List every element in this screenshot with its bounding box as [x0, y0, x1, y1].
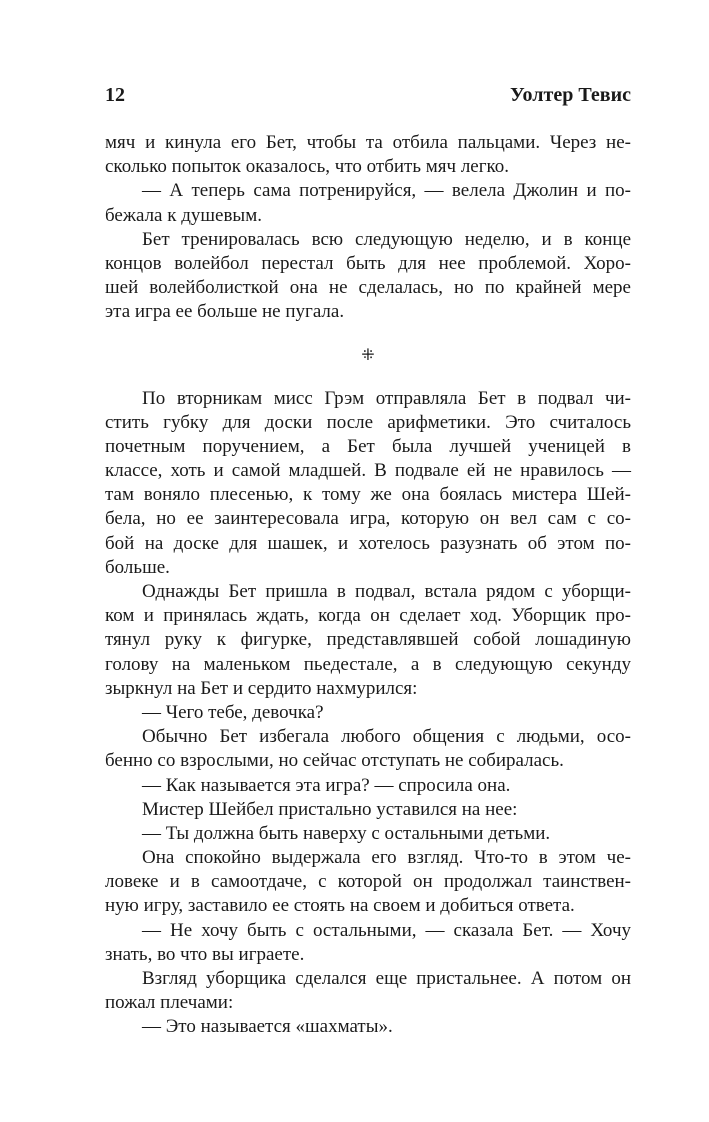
- text-line: Обычно Бет избегала любого общения с людьми, осо-: [142, 726, 631, 748]
- text-line: бела, но ее заинтересовала игра, которую он вел сам с со-: [105, 508, 631, 530]
- text-line: ком и принялась ждать, когда он сделает ход. Уборщик про-: [105, 605, 631, 627]
- text-line: почетным поручением, а Бет была лучшей ученицей в: [105, 435, 631, 457]
- text-line: сколько попыток оказалось, что отбить мяч легко.: [105, 156, 510, 178]
- text-line: ловеке и в самоотдаче, с которой он продолжал таинствен-: [105, 871, 631, 893]
- text-line: зыркнул на Бет и сердито нахмурился:: [105, 677, 418, 699]
- page-number: 12: [105, 84, 125, 106]
- text-line: концов волейбол перестал быть для нее проблемой. Хоро-: [105, 252, 631, 274]
- text-line: стить губку для доски после арифметики. Это считалось: [105, 411, 631, 433]
- text-line: ную игру, заставило ее стоять на своем и добиться ответа.: [105, 895, 575, 917]
- text-line: мяч и кинула его Бет, чтобы та отбила пальцами. Через не-: [105, 132, 631, 153]
- text-section-before: [105, 131, 631, 325]
- text-line: там воняло плесенью, к тому же она боялась мистера Шей-: [105, 484, 631, 506]
- text-line: Мистер Шейбел пристально уставился на нее:: [142, 798, 518, 820]
- text-line: — Не хочу быть с остальными, — сказала Бет. — Хочу: [142, 919, 631, 941]
- text-line: — Чего тебе, девочка?: [142, 701, 324, 723]
- text-line: — Ты должна быть наверху с остальными детьми.: [142, 822, 551, 844]
- text-line: пожал плечами:: [105, 992, 234, 1014]
- text-line: Она спокойно выдержала его взгляд. Что-то в этом че-: [142, 847, 631, 869]
- text-line: — А теперь сама потренируйся, — велела Джолин и по-: [142, 180, 631, 202]
- section-separator: ⁜: [361, 346, 375, 364]
- text-line: классе, хоть и самой младшей. В подвале ей не нравилось —: [105, 460, 631, 482]
- text-line: — Как называется эта игра? — спросила она.: [142, 774, 511, 796]
- text-line: бежала к душевым.: [105, 204, 262, 226]
- text-line: шей волейболисткой она не сделалась, но по крайней мере: [105, 277, 631, 299]
- text-line: бой на доске для шашек, и хотелось разузнать об этом по-: [105, 532, 631, 554]
- page-header: [105, 84, 631, 114]
- text-line: больше.: [105, 556, 170, 578]
- text-line: По вторникам мисс Грэм отправляла Бет в подвал чи-: [142, 387, 631, 409]
- text-line: бенно со взрослыми, но сейчас отступать не собиралась.: [105, 750, 564, 772]
- body-text: [105, 131, 631, 1040]
- text-line: эта игра ее больше не пугала.: [105, 301, 345, 323]
- text-line: — Это называется «шахматы».: [142, 1016, 393, 1038]
- text-line: Бет тренировалась всю следующую неделю, и в конце: [142, 228, 631, 250]
- text-line: тянул руку к фигурке, представлявшей собой лошадиную: [105, 629, 631, 651]
- running-head-author: Уолтер Тевис: [510, 84, 631, 106]
- text-line: Взгляд уборщика сделался еще пристальнее. А потом он: [142, 968, 631, 989]
- text-line: знать, во что вы играете.: [105, 943, 305, 965]
- text-line: Однажды Бет пришла в подвал, встала рядом с уборщи-: [142, 581, 631, 602]
- text-section-after: [105, 387, 631, 1040]
- text-line: голову на маленьком пьедестале, а в следующую секунду: [105, 653, 631, 675]
